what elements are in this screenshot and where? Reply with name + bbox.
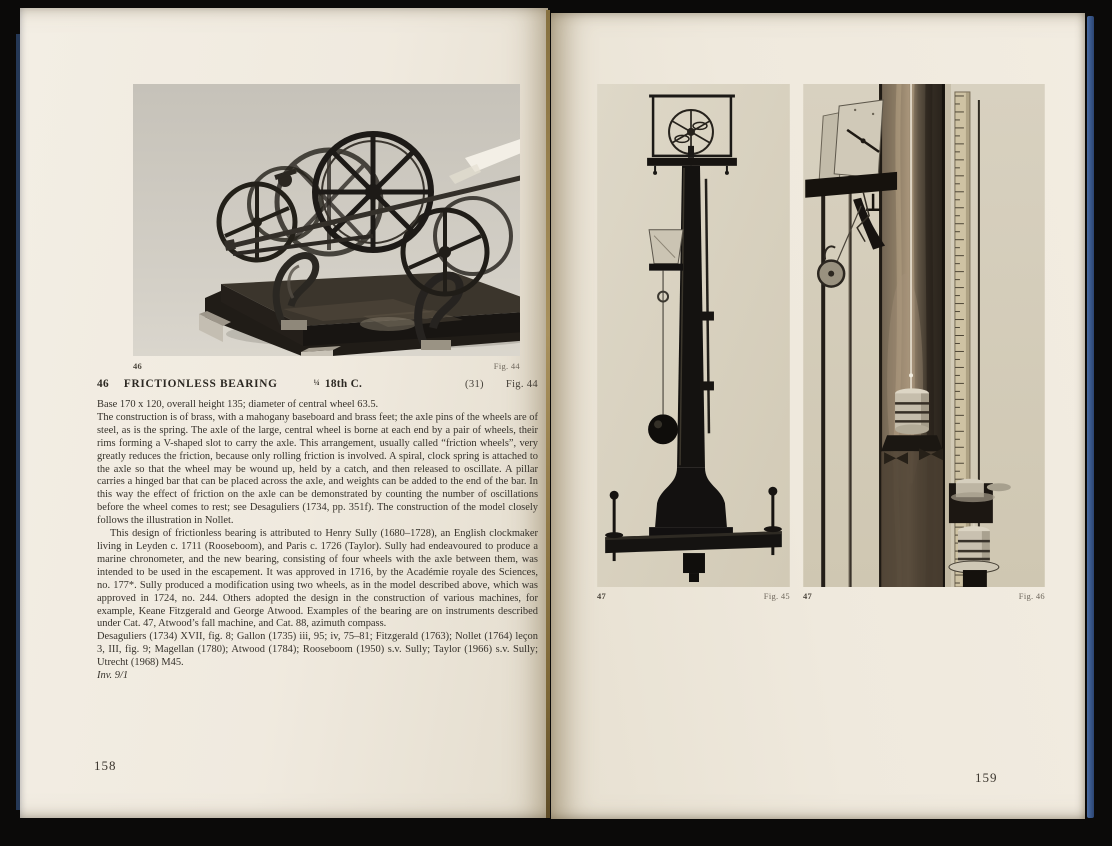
entry-scale: ¼: [313, 378, 320, 387]
page-left: [20, 8, 548, 818]
figure-label: Fig. 46: [1018, 591, 1045, 601]
figure-ref: Fig. 44: [505, 379, 538, 390]
photo-pendulum-column-full: [597, 84, 790, 587]
book-cover-edge-right: [1087, 16, 1094, 818]
book-gutter: [546, 10, 550, 818]
page-right: [551, 13, 1085, 819]
catalog-number: 46: [97, 378, 109, 390]
description-paragraph: The construction is of brass, with a mahogany baseboard and brass feet; the axle pins of the wheels are of steel, as is the spring. The axle of the large, central wheel is borne at each end by a pair of wheels, their rims forming a V-shaped slot to carry the axle. This arrangement, usually called “friction wheels”, very greatly reduces the friction, because only rolling friction is involved. A spiral, clock spring is attached to the axle so that the wheel may be wound up, held by a catch, and then released to oscillate. A pillar carries a hinged bar that can be placed across the axle, and weights can be added to the end of the bar. In this way the effect of friction on the axle can be demonstrated by counting the number of oscillations before the wheel comes to rest; see Desaguliers (1734, pp. 351f). The construction of the model closely follows the illustration in Nollet.: [97, 411, 538, 527]
pendulum-column-illustration: [597, 84, 790, 587]
photo-number: 46: [133, 361, 143, 371]
gallery-ref: (31): [465, 379, 484, 390]
photo-frictionless-bearing: [133, 84, 520, 356]
photo-caption-left: [133, 361, 520, 371]
entry-period: 18th C.: [324, 378, 363, 390]
entry-title: FRICTIONLESS BEARING: [123, 378, 278, 390]
pendulum-detail-illustration: [803, 84, 1045, 587]
entry-body: [97, 399, 538, 683]
inventory-number: Inv. 9/1: [97, 670, 129, 682]
photo-number: 47: [803, 591, 813, 601]
bibliography: Desaguliers (1734) XVII, fig. 8; Gallon (1735) iii, 95; iv, 75–81; Fitzgerald (1763); Nollet (1764) leçon 3, III, fig. 9; Magellan (1780); Atwood (1784); Rooseboom (1950) s.v. Sully; Taylor (1966) s.v. Sully; Utrecht (1968) M45.: [97, 631, 538, 669]
photo-pendulum-detail: [803, 84, 1045, 587]
photo-number: 47: [597, 591, 607, 601]
figure-label: Fig. 44: [493, 361, 520, 371]
page-number-left: 158: [94, 758, 117, 773]
photo-caption-fig46: [803, 591, 1045, 601]
dimensions-line: Base 170 x 120, overall height 135; diameter of central wheel 63.5.: [97, 399, 379, 410]
photo-caption-fig45: [597, 591, 790, 601]
figure-label: Fig. 45: [763, 591, 790, 601]
frictionless-bearing-illustration: [133, 84, 520, 356]
history-paragraph: This design of frictionless bearing is attributed to Henry Sully (1680–1728), an English clockmaker living in Leyden c. 1711 (Rooseboom), and Paris c. 1726 (Taylor). Sully had endeavoured to produce a marine chronometer, and the new bearing, consisting of four wheels with the axle between them, was intended to be used in the escapement. It was approved in 1716, by the Académie royale des Sciences, no. 177*. Sully produced a modification using two wheels, as in the model described above, which was approved in 1724, no. 244. Others adopted the design in the construction of various machines, for example, Keane Fitzgerald and George Atwood. Examples of the bearing are on instruments described under Cat. 47, Atwood’s fall machine, and Cat. 88, azimuth compass.: [97, 528, 538, 630]
page-number-right: 159: [975, 770, 998, 785]
entry-heading: [97, 378, 538, 390]
entry-refs: [465, 379, 538, 390]
